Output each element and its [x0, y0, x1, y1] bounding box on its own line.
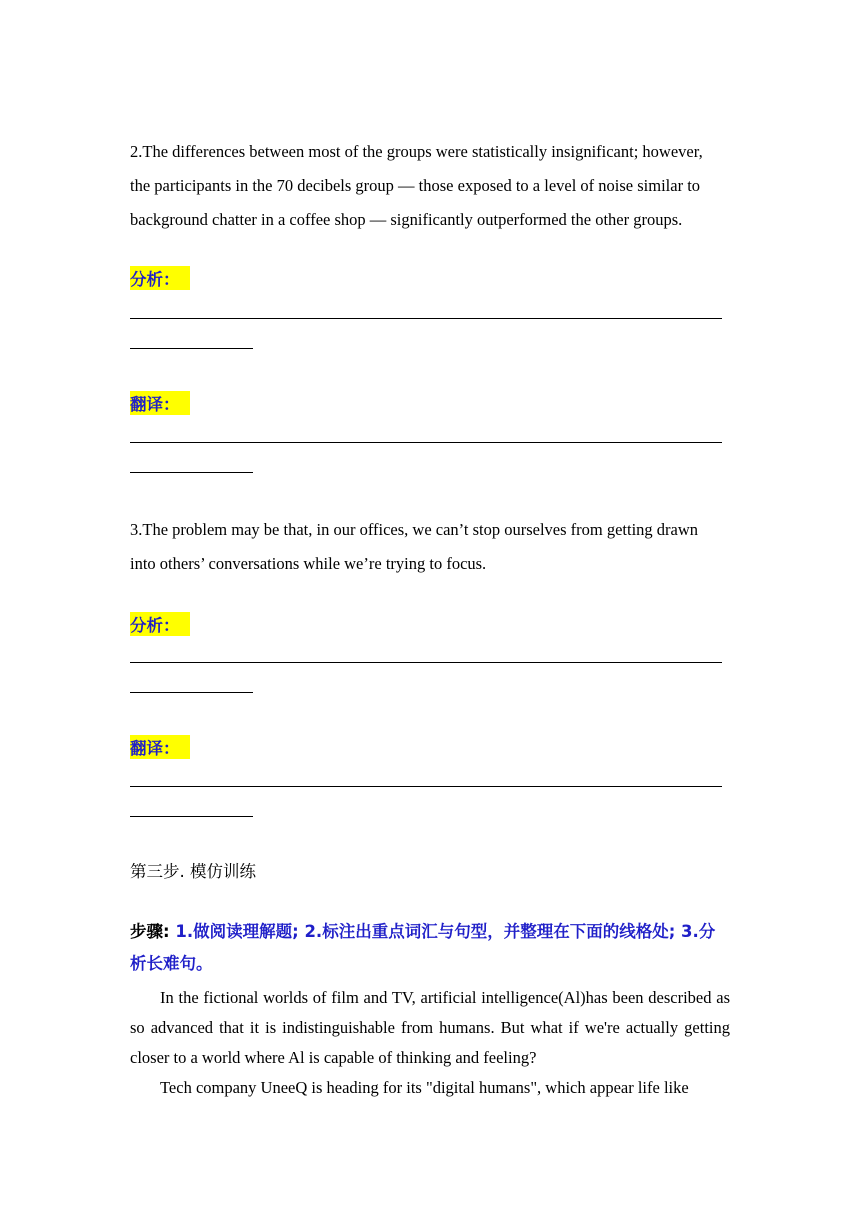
q3-translation-label: 翻译：	[130, 735, 190, 759]
steps-instructions	[130, 916, 730, 980]
q2-analysis-answer-line-1[interactable]	[130, 318, 722, 319]
q2-analysis-label: 分析：	[130, 266, 190, 290]
q3-sentence-line-1: 3.The problem may be that, in our offices, we can’t stop ourselves from getting drawn	[130, 520, 699, 539]
q2-translation-answer-line-2[interactable]	[130, 472, 253, 473]
q2-analysis-answer-line-2[interactable]	[130, 348, 253, 349]
q3-analysis-label: 分析：	[130, 612, 190, 636]
passage-paragraph-1: In the fictional worlds of film and TV, artificial intelligence(Al)has been described as so advanced that it is indistinguishable from humans. But what if we're actually getting closer to a world where Al is capable of thinking and feeling?	[130, 988, 730, 1067]
q3-analysis-answer-line-2[interactable]	[130, 692, 253, 693]
steps-lead: 步骤:	[130, 922, 170, 941]
section-heading: 第三步. 模仿训练	[130, 862, 256, 881]
q3-analysis-answer-line-1[interactable]	[130, 662, 722, 663]
q2-translation-answer-line-1[interactable]	[130, 442, 722, 443]
q2-sentence-line-1: 2.The differences between most of the groups were statistically insignificant; however,	[130, 142, 703, 161]
q2-sentence-line-3: background chatter in a coffee shop — significantly outperformed the other groups.	[130, 210, 683, 229]
q3-sentence-line-2: into others’ conversations while we’re trying to focus.	[130, 554, 487, 573]
passage-paragraph-2: Tech company UneeQ is heading for its "digital humans", which appear life like	[160, 1078, 689, 1097]
q2-translation-label: 翻译：	[130, 391, 190, 415]
q3-translation-answer-line-2[interactable]	[130, 816, 253, 817]
q2-sentence-line-2: the participants in the 70 decibels group — those exposed to a level of noise similar to	[130, 176, 701, 195]
steps-text: 1.做阅读理解题; 2.标注出重点词汇与句型，并整理在下面的线格处; 3.分析长难句。	[130, 922, 716, 973]
q3-translation-answer-line-1[interactable]	[130, 786, 722, 787]
